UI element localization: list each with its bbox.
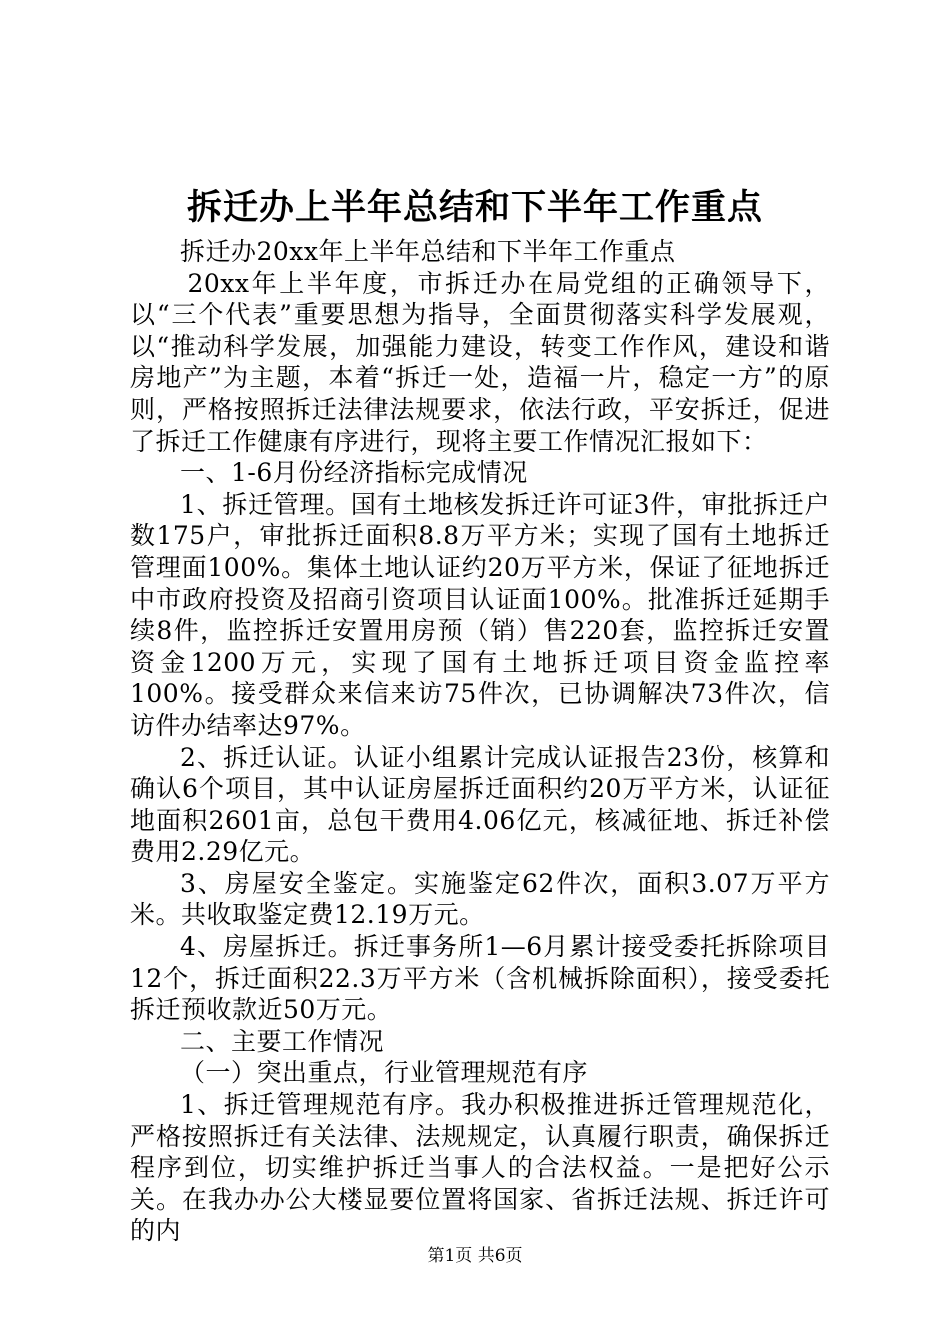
section-heading-1: 一、1-6月份经济指标完成情况 bbox=[180, 458, 528, 488]
paragraph-safety-appraisal: 3、房屋安全鉴定。实施鉴定62件次，面积3.07万平方米。共收取鉴定费12.19万元。 bbox=[130, 868, 830, 930]
document-title: 拆迁办上半年总结和下半年工作重点 bbox=[186, 187, 763, 228]
paragraph-intro: 20xx年上半年度，市拆迁办在局党组的正确领导下，以“三个代表”重要思想为指导，全面贯彻落实科学发展观，以“推动科学发展，加强能力建设，转变工作作风，建设和谐房地产”为主题，本着“拆迁一处，造福一片，稳定一方”的原则，严格按照拆迁法律法规要求，依法行政，平安拆迁，促进了拆迁工作健康有序进行，现将主要工作情况汇报如下： bbox=[130, 268, 830, 456]
paragraph-subtitle: 拆迁办20xx年上半年总结和下半年工作重点 bbox=[180, 237, 676, 266]
paragraph-demolition-certification: 2、拆迁认证。认证小组累计完成认证报告23份，核算和确认6个项目，其中认证房屋拆迁面积约20万平方米，认证征地面积2601亩，总包干费用4.06亿元，核减征地、拆迁补偿费用2.29亿元。 bbox=[130, 742, 830, 867]
document-body bbox=[130, 236, 830, 1247]
paragraph-house-demolition: 4、房屋拆迁。拆迁事务所1—6月累计接受委托拆除项目12个，拆迁面积22.3万平方米（含机械拆除面积），接受委托拆迁预收款近50万元。 bbox=[130, 932, 830, 1025]
section-heading-2: 二、主要工作情况 bbox=[180, 1026, 385, 1056]
paragraph-management-standardized: 1、拆迁管理规范有序。我办积极推进拆迁管理规范化，严格按照拆迁有关法律、法规规定，认真履行职责，确保拆迁程序到位，切实维护拆迁当事人的合法权益。一是把好公示关。在我办办公大楼显要位置将国家、省拆迁法规、拆迁许可的内 bbox=[130, 1090, 830, 1246]
paragraph-demolition-management: 1、拆迁管理。国有土地核发拆迁许可证3件，审批拆迁户数175户，审批拆迁面积8.8万平方米；实现了国有土地拆迁管理面100%。集体土地认证约20万平方米，保证了征地拆迁中市政府投资及招商引资项目认证面100%。批准拆迁延期手续8件，监控拆迁安置用房预（销）售220套，监控拆迁安置资金1200万元，实现了国有土地拆迁项目资金监控率100%。接受群众来信来访75件次，已协调解决73件次，信访件办结率达97%。 bbox=[130, 489, 830, 740]
subsection-heading-1: （一）突出重点，行业管理规范有序 bbox=[180, 1058, 589, 1088]
page-footer: 第1页 共6页 bbox=[427, 1246, 523, 1266]
